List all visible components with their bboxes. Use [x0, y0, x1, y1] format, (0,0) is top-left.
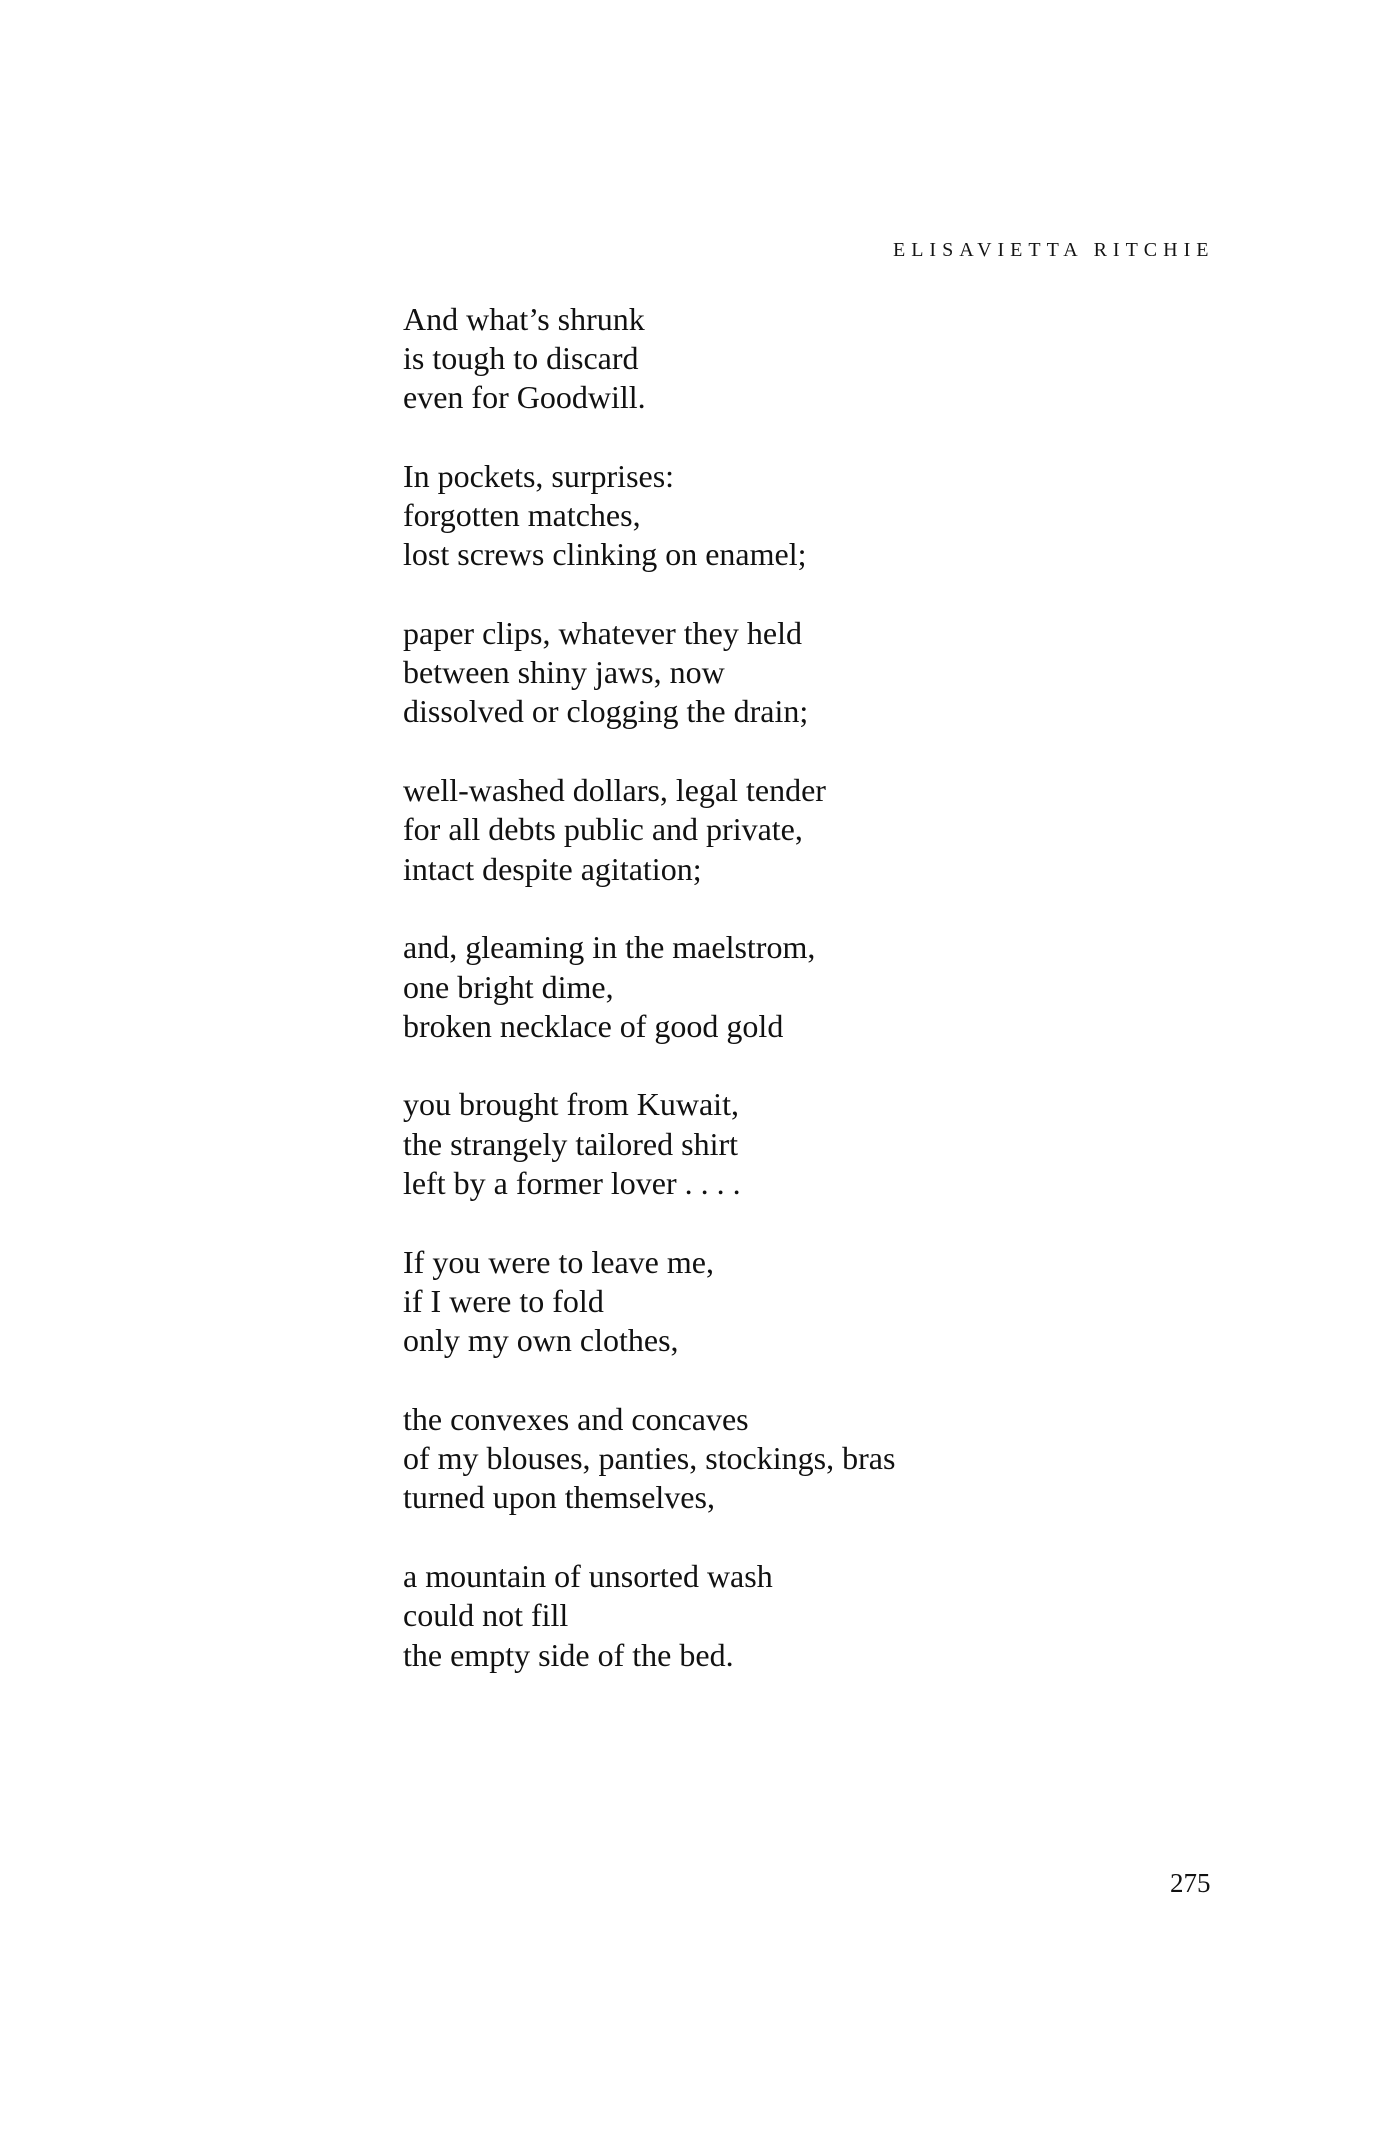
poem-body: [403, 300, 895, 1715]
stanza-1: [403, 300, 895, 418]
stanza-9: [403, 1557, 895, 1675]
poem-line: the convexes and concaves: [403, 1400, 749, 1437]
poem-line: for all debts public and private,: [403, 811, 803, 848]
poem-line: one bright dime,: [403, 968, 614, 1005]
stanza-7: [403, 1243, 895, 1361]
poem-line: In pockets, surprises:: [403, 457, 675, 494]
running-head-author: ELISAVIETTA RITCHIE: [893, 239, 1215, 261]
poem-line: of my blouses, panties, stockings, bras: [403, 1440, 896, 1477]
poem-line: the empty side of the bed.: [403, 1636, 734, 1673]
stanza-2: [403, 457, 895, 575]
stanza-3: [403, 614, 895, 732]
stanza-8: [403, 1400, 895, 1518]
poem-line: is tough to discard: [403, 339, 639, 376]
poem-line: lost screws clinking on enamel;: [403, 536, 807, 573]
poem-line: paper clips, whatever they held: [403, 614, 802, 651]
poem-line: dissolved or clogging the drain;: [403, 693, 809, 730]
poem-line: and, gleaming in the maelstrom,: [403, 929, 816, 966]
stanza-4: [403, 771, 895, 889]
poem-line: well-washed dollars, legal tender: [403, 772, 826, 809]
poem-line: intact despite agitation;: [403, 850, 702, 887]
poem-line: the strangely tailored shirt: [403, 1125, 739, 1162]
poem-line: a mountain of unsorted wash: [403, 1558, 773, 1594]
poem-line: And what’s shrunk: [403, 300, 645, 337]
poem-line: If you were to leave me,: [403, 1243, 714, 1280]
poem-line: between shiny jaws, now: [403, 654, 725, 691]
poem-line: turned upon themselves,: [403, 1479, 715, 1516]
poem-line: forgotten matches,: [403, 496, 641, 533]
poem-line: could not fill: [403, 1597, 569, 1634]
poem-line: you brought from Kuwait,: [403, 1086, 739, 1123]
poem-line: if I were to fold: [403, 1282, 604, 1319]
stanza-5: [403, 928, 895, 1046]
poem-line: left by a former lover . . . .: [403, 1165, 741, 1202]
page-number: 275: [1170, 1868, 1211, 1898]
poem-line: broken necklace of good gold: [403, 1007, 784, 1044]
stanza-6: [403, 1085, 895, 1203]
poem-line: only my own clothes,: [403, 1322, 679, 1359]
poem-line: even for Goodwill.: [403, 379, 646, 416]
